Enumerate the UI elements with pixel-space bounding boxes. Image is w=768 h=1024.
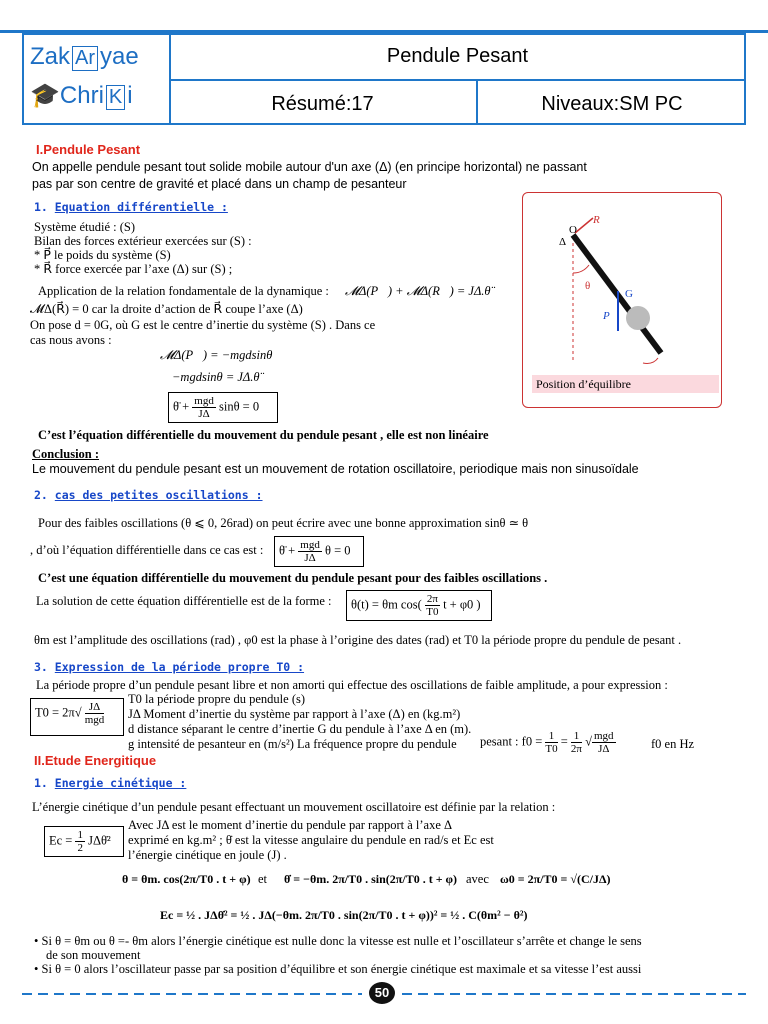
text-line: La période propre d’un pendule pesant libre et non amorti qui effectue des oscillations de faible amplitude, a pour expression : — [36, 678, 668, 692]
text-line: Pour des faibles oscillations (θ ⩽ 0, 26rad) on peut écrire avec une bonne approximation sinθ ≃ θ — [38, 516, 529, 530]
intro-line: On appelle pendule pesant tout solide mobile autour d'un axe (Δ) (en principe horizontal) ne passant — [32, 160, 587, 174]
section-heading: I.Pendule Pesant — [36, 142, 141, 157]
label-g: G — [625, 288, 633, 300]
footer-dash — [22, 993, 362, 995]
text-line: 𝓜Δ(R⃗) = 0 car la droite d’action de R⃗ coupe l’axe (Δ) — [30, 302, 303, 316]
label-delta: Δ — [559, 236, 567, 248]
text-line: JΔ Moment d’inertie du système par rapport à l’axe (Δ) en (kg.m²) — [128, 707, 461, 721]
subsection-heading: 3. Expression de la période propre T0 : — [34, 660, 305, 674]
label-theta: θ — [585, 280, 591, 292]
pendulum-mass — [626, 306, 650, 330]
text-line: avec — [466, 872, 489, 886]
text-line: cas nous avons : — [30, 333, 112, 347]
label-o: O — [569, 224, 577, 236]
text-line: Système étudié : (S) — [34, 220, 136, 234]
text-line: Application de la relation fondamentale de la dynamique : — [38, 284, 329, 298]
text-line: La solution de cette équation différentielle est de la forme : — [36, 594, 332, 608]
subsection-heading: 2. cas des petites oscillations : — [34, 488, 263, 502]
section-heading: II.Etude Energitique — [34, 753, 157, 768]
text-line: exprimé en kg.m² ; θ̇ est la vitesse angulaire du pendule en rad/s et Ec est — [128, 833, 494, 847]
text-line: Avec JΔ est le moment d’inertie du pendule par rapport à l’axe Δ — [128, 818, 453, 832]
bullet-item: • Si θ = θm ou θ =- θm alors l’énergie cinétique est nulle donc la vitesse est nulle et l’oscillateur s’arrête et change le sens — [34, 934, 642, 948]
text-line: On pose d = 0G, où G est le centre d’inertie du système (S) . Dans ce — [30, 318, 376, 332]
label-r: R — [593, 214, 600, 226]
reaction-vector — [575, 218, 593, 233]
equation: ω0 = 2π/T0 = √(C/JΔ) — [500, 872, 611, 886]
bullet-item: • Si θ = 0 alors l’oscillateur passe par sa position d’équilibre et son énergie cinétique est maximale et sa vitesse l’est aussi — [34, 962, 642, 976]
text-line: et — [258, 872, 268, 886]
equation: 𝓜Δ(P⃗) = −mgdsinθ — [160, 348, 273, 362]
figure-caption: Position d’équilibre — [532, 375, 719, 393]
text-line: de son mouvement — [46, 948, 141, 962]
footer-dash — [402, 993, 746, 995]
boxed-equation: θ̈ + $\frac{\text{mgd}}{J\Delta}$ θ = 0 — [274, 536, 364, 567]
boxed-equation: Ec = $\frac{1}{2}$ JΔθ̇² — [44, 826, 124, 857]
resume-label: Résumé:17 — [271, 93, 374, 115]
subsection-heading: 1. Equation différentielle : — [34, 200, 228, 214]
header-divider — [169, 79, 746, 81]
label-p: P — [603, 310, 610, 322]
text-line: C’est l’équation différentielle du mouvement du pendule pesant , elle est non linéaire — [38, 428, 489, 442]
text-line: Bilan des forces extérieur exercées sur (S) : — [34, 234, 252, 248]
text-line: C’est une équation différentielle du mouvement du pendule pesant pour des faibles oscillations . — [38, 571, 548, 585]
text-line: , d’où l’équation différentielle dans ce cas est : — [30, 543, 264, 557]
intro-line: pas par son centre de gravité et placé dans un champ de pesanteur — [32, 177, 407, 191]
text-line: l’énergie cinétique en joule (J) . — [128, 848, 287, 862]
header-frame — [22, 33, 746, 125]
equation: −mgdsinθ = JΔ.θ̈ — [172, 370, 260, 384]
niveaux-label: Niveaux:SM PC — [541, 93, 683, 115]
boxed-equation: T0 = 2π√ $\frac{J\Delta}{\text{mgd}}$ — [30, 698, 124, 736]
equation: θ̇ = −θm. 2π/T0 . sin(2π/T0 . t + φ) — [284, 872, 458, 886]
subsection-heading: 1. Energie cinétique : — [34, 776, 187, 790]
boxed-equation: θ̈ + $\frac{\text{mgd}}{J\Delta}$ sinθ = 0 — [168, 392, 278, 423]
text-line: T0 la période propre du pendule (s) — [128, 692, 306, 706]
text-line: L’énergie cinétique d’un pendule pesant effectuant un mouvement oscillatoire est définie par la relation : — [32, 800, 556, 814]
page-title: Pendule Pesant — [386, 45, 529, 67]
page-number: 50 — [369, 982, 395, 1004]
equation: θ = θm. cos(2π/T0 . t + φ) — [122, 872, 251, 886]
rotation-arrow — [643, 358, 658, 363]
text-line: θm est l’amplitude des oscillations (rad) , φ0 est la phase à l’origine des dates (rad) et T0 la période propre du pendule de pesant . — [34, 633, 682, 647]
text-line: f0 en Hz — [651, 737, 695, 751]
text-line: * P⃗ le poids du système (S) — [34, 248, 171, 262]
graduation-cap-icon: 🎓 — [30, 82, 60, 109]
angle-arc — [573, 265, 589, 273]
text-line: Le mouvement du pendule pesant est un mouvement de rotation oscillatoire, periodique mais non sinusoïdale — [32, 462, 639, 476]
conclusion-label: Conclusion : — [32, 447, 100, 461]
logo-line-1: Zak Ar yae — [30, 43, 139, 70]
equation: 𝓜Δ(P⃗) + 𝓜Δ(R⃗) = JΔ.θ̈ — [345, 284, 491, 298]
text-line: * R⃗ force exercée par l’axe (Δ) sur (S) ; — [34, 262, 233, 276]
logo-line-2: 🎓Chri K i — [30, 82, 133, 109]
text-line: g intensité de pesanteur en (m/s²) La fréquence propre du pendule — [128, 737, 457, 751]
equation: Ec = ½ . JΔθ̇² = ½ . JΔ(−θm. 2π/T0 . sin(2π/T0 . t + φ))² = ½ . C(θm² − θ²) — [160, 908, 528, 922]
frequency-equation: pesant : f0 = $\frac{1}{T0}$ = $\frac{1}{2\pi}$ √ $\frac{\text{mgd}}{J\Delta}$ — [480, 730, 614, 755]
text-line: d distance séparant le centre d’inertie G du pendule à l’axe Δ en (m). — [128, 722, 472, 736]
boxed-equation: θ(t) = θm cos( $\frac{2\pi}{T0}$ t + φ0 ) — [346, 590, 492, 621]
